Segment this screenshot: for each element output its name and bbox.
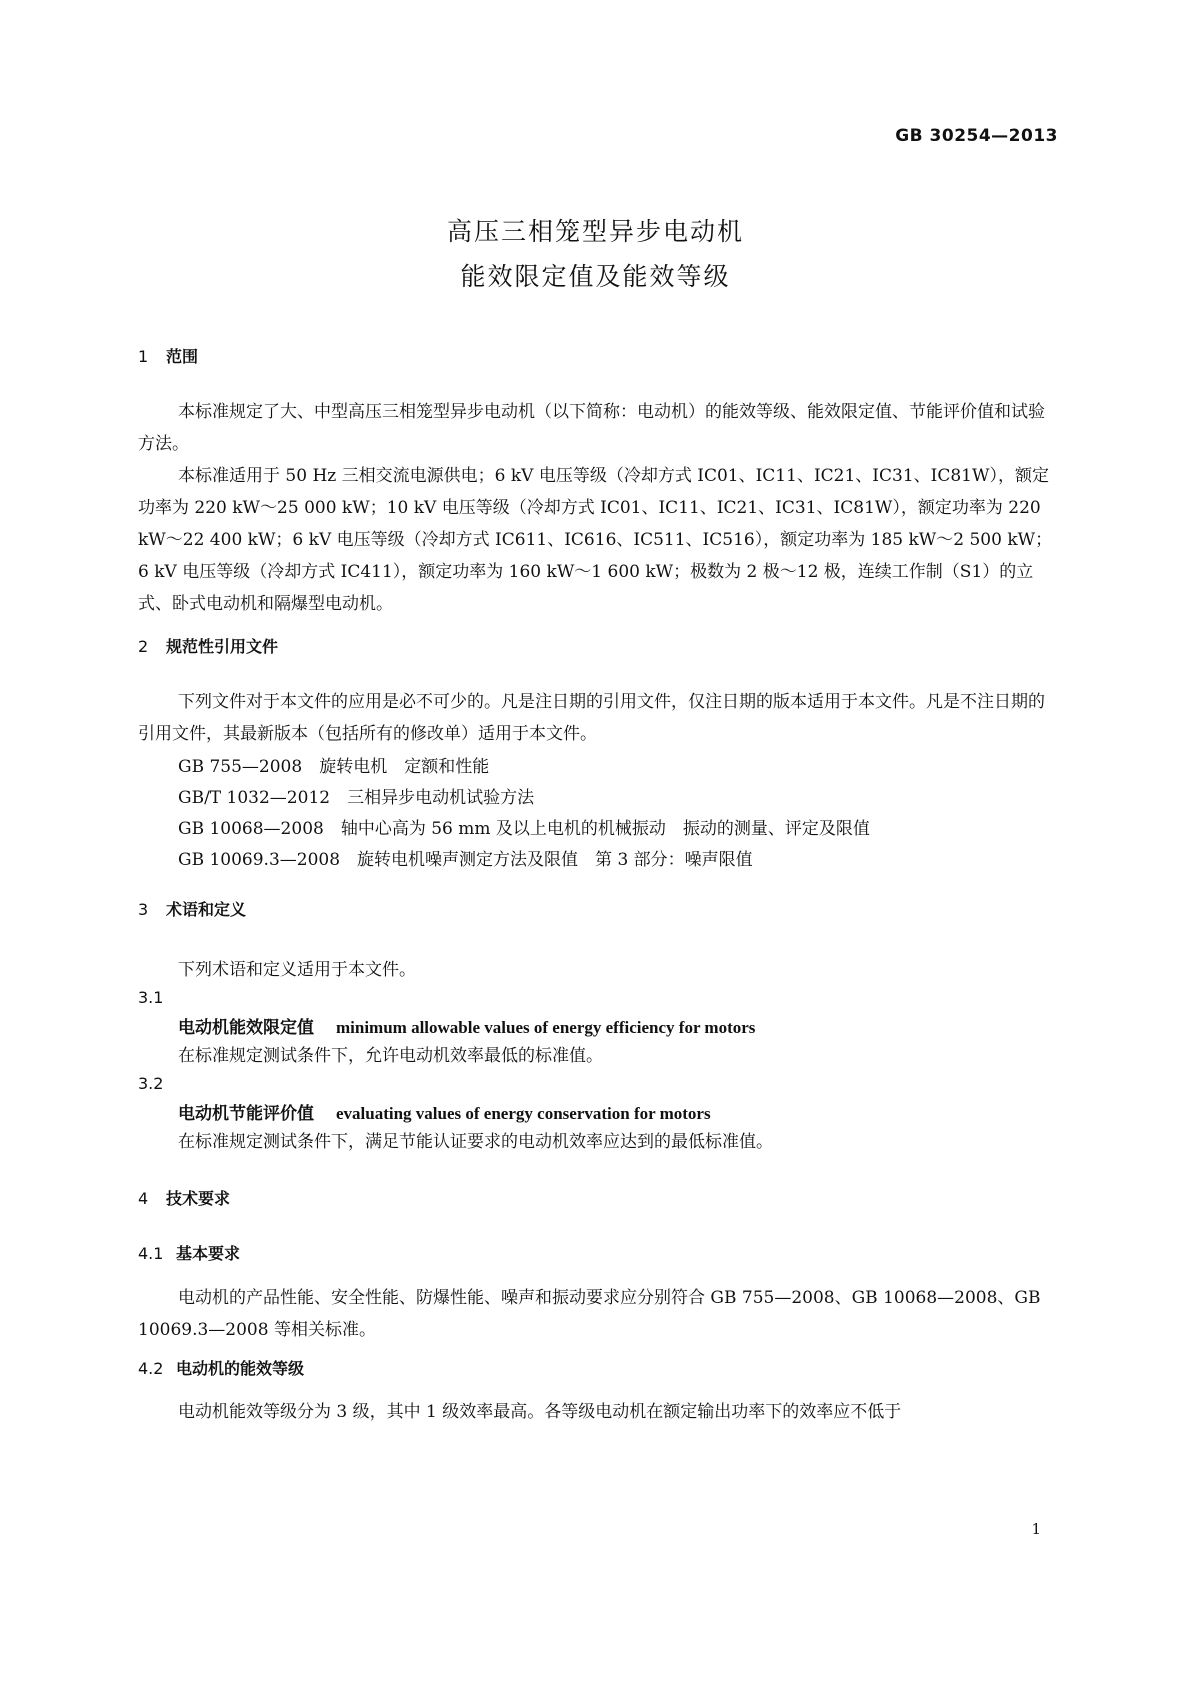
term-chinese: 电动机能效限定值 xyxy=(178,1018,314,1038)
section-1-paragraph-2: 本标准适用于 50 Hz 三相交流电源供电；6 kV 电压等级（冷却方式 IC01、IC11、IC21、IC31、IC81W），额定功率为 220 kW～25 000 kW；10 kV 电压等级（冷却方式 IC01、IC11、IC21、IC31、IC81W），额定功率为 220 kW～22 400 kW；6 kV 电压等级（冷却方式 IC611、IC616、IC511、IC516），额定功率为 185 kW～2 500 kW；6 kV 电压等级（冷却方式 IC411），额定功率为 160 kW～1 600 kW；极数为 2 极～12 极，连续工作制（S1）的立式、卧式电动机和隔爆型电动机。 xyxy=(138,466,1053,614)
term-1-number: 3.1 xyxy=(138,988,164,1007)
term-chinese: 电动机节能评价值 xyxy=(178,1104,314,1124)
term-english: evaluating values of energy conservation for motors xyxy=(336,1104,711,1123)
standard-number: GB 30254—2013 xyxy=(895,126,1058,146)
section-2-heading xyxy=(138,634,278,657)
reference-item: GB 755—2008 旋转电机 定额和性能 xyxy=(178,757,490,777)
term-1-definition: 在标准规定测试条件下，允许电动机效率最低的标准值。 xyxy=(178,1046,603,1066)
section-title: 术语和定义 xyxy=(166,900,247,919)
reference-item: GB/T 1032—2012 三相异步电动机试验方法 xyxy=(178,788,535,808)
section-title: 技术要求 xyxy=(166,1189,231,1208)
section-number: 4.2 xyxy=(138,1359,164,1378)
section-number: 4.1 xyxy=(138,1244,164,1263)
section-number: 1 xyxy=(138,347,149,366)
section-3-heading xyxy=(138,897,246,920)
term-2-definition: 在标准规定测试条件下，满足节能认证要求的电动机效率应达到的最低标准值。 xyxy=(178,1132,773,1152)
term-2-title xyxy=(178,1099,711,1124)
section-4-2-heading xyxy=(138,1356,304,1379)
section-3-intro: 下列术语和定义适用于本文件。 xyxy=(178,960,416,980)
section-2-paragraph-1: 下列文件对于本文件的应用是必不可少的。凡是注日期的引用文件，仅注日期的版本适用于本文件。凡是不注日期的引用文件，其最新版本（包括所有的修改单）适用于本文件。 xyxy=(138,692,1045,744)
section-4-2-paragraph: 电动机能效等级分为 3 级，其中 1 级效率最高。各等级电动机在额定输出功率下的效率应不低于 xyxy=(178,1402,902,1422)
section-title: 基本要求 xyxy=(176,1244,241,1263)
page-number: 1 xyxy=(1031,1520,1041,1538)
reference-item: GB 10068—2008 轴中心高为 56 mm 及以上电机的机械振动 振动的测量、评定及限值 xyxy=(178,819,870,839)
document-title-line-2: 能效限定值及能效等级 xyxy=(460,262,731,291)
section-4-1-paragraph: 电动机的产品性能、安全性能、防爆性能、噪声和振动要求应分别符合 GB 755—2008、GB 10068—2008、GB 10069.3—2008 等相关标准。 xyxy=(138,1288,1041,1340)
term-1-title xyxy=(178,1013,755,1038)
reference-item: GB 10069.3—2008 旋转电机噪声测定方法及限值 第 3 部分：噪声限值 xyxy=(178,850,753,870)
section-4-heading xyxy=(138,1186,230,1209)
section-1-heading xyxy=(138,344,198,367)
section-title: 规范性引用文件 xyxy=(166,637,279,656)
section-1-paragraph-1: 本标准规定了大、中型高压三相笼型异步电动机（以下简称：电动机）的能效等级、能效限定值、节能评价值和试验方法。 xyxy=(138,402,1045,454)
section-title: 电动机的能效等级 xyxy=(176,1359,305,1378)
term-2-number: 3.2 xyxy=(138,1074,164,1093)
document-title-line-1: 高压三相笼型异步电动机 xyxy=(446,217,744,246)
section-title: 范围 xyxy=(166,347,199,366)
section-number: 3 xyxy=(138,900,149,919)
section-number: 2 xyxy=(138,637,149,656)
section-4-1-heading xyxy=(138,1241,240,1264)
section-number: 4 xyxy=(138,1189,149,1208)
term-english: minimum allowable values of energy efficiency for motors xyxy=(336,1018,756,1037)
